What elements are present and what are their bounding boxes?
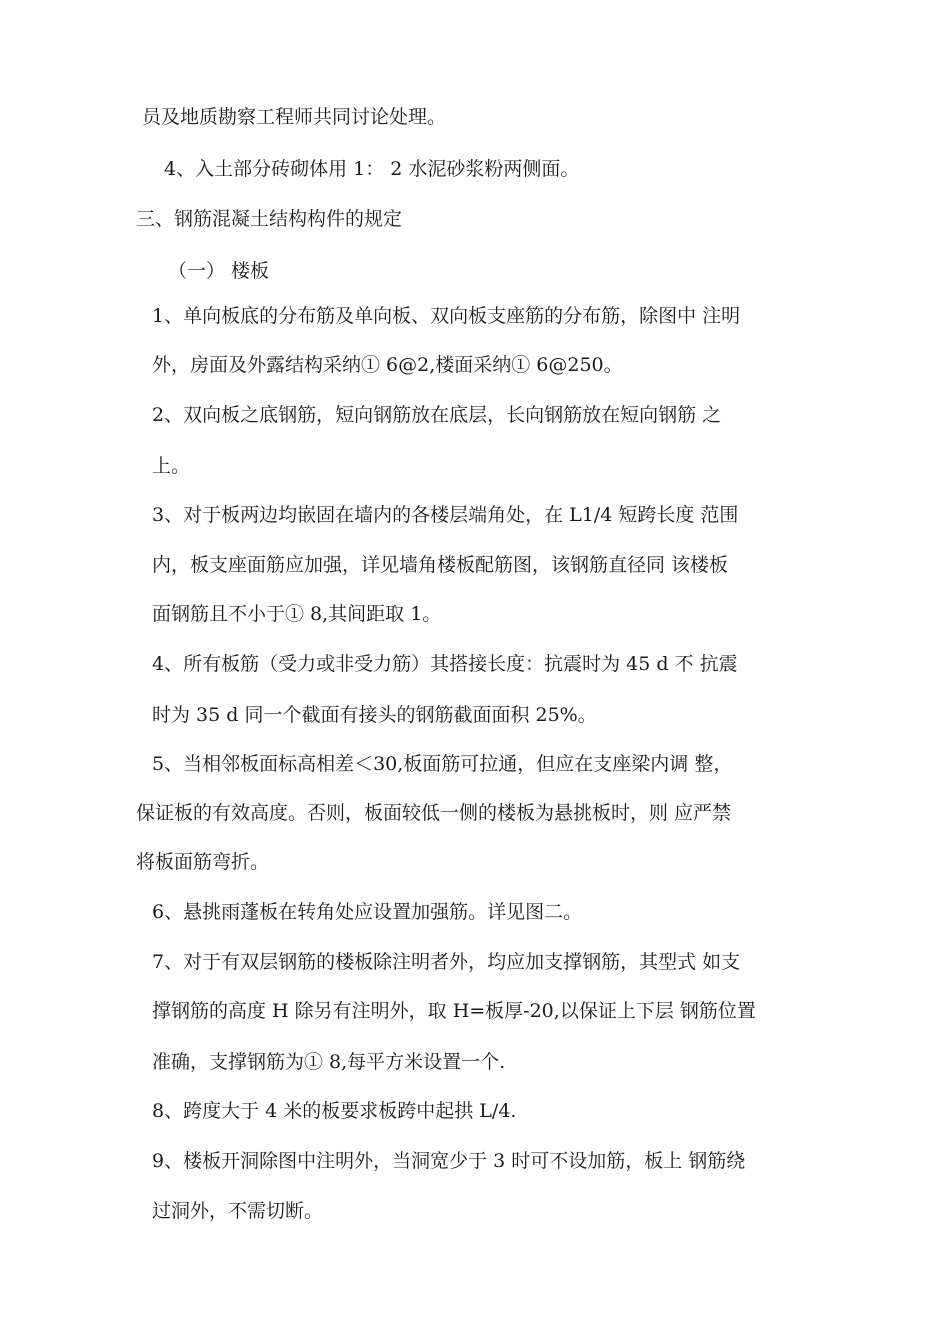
text-line: 保证板的有效高度。否则，板面较低一侧的楼板为悬挑板时，则 应严禁 — [136, 802, 732, 824]
subsection-heading: （一） 楼板 — [168, 260, 270, 282]
text-line: 2、双向板之底钢筋，短向钢筋放在底层，长向钢筋放在短向钢筋 之 — [152, 404, 722, 426]
text-line: 内，板支座面筋应加强，详见墙角楼板配筋图，该钢筋直径同 该楼板 — [152, 554, 729, 576]
text-line: 5、当相邻板面标高相差＜30,板面筋可拉通，但应在支座梁内调 整， — [152, 753, 733, 775]
text-line: 4、入土部分砖砌体用 1： 2 水泥砂浆粉两侧面。 — [164, 158, 580, 180]
text-line: 员及地质勘察工程师共同讨论处理。 — [142, 106, 447, 128]
text-line: 8、跨度大于 4 米的板要求板跨中起拱 L/4. — [152, 1100, 517, 1122]
text-line: 时为 35 d 同一个截面有接头的钢筋截面面积 25%。 — [152, 704, 597, 726]
text-line: 4、所有板筋（受力或非受力筋）其搭接长度：抗震时为 45 d 不 抗震 — [152, 653, 738, 675]
text-line: 3、对于板两边均嵌固在墙内的各楼层端角处，在 L1/4 短跨长度 范围 — [152, 504, 739, 526]
text-line: 面钢筋且不小于① 8,其间距取 1。 — [152, 603, 442, 625]
text-line: 6、悬挑雨蓬板在转角处应设置加强筋。详见图二。 — [152, 901, 583, 923]
text-line: 1、单向板底的分布筋及单向板、双向板支座筋的分布筋，除图中 注明 — [152, 305, 741, 327]
text-line: 上。 — [152, 455, 191, 477]
text-line: 9、楼板开洞除图中注明外，当洞宽少于 3 时可不设加筋，板上 钢筋绕 — [152, 1150, 746, 1172]
section-heading: 三、钢筋混凝土结构构件的规定 — [136, 208, 403, 230]
text-line: 外，房面及外露结构采纳① 6@2,楼面采纳① 6@250。 — [152, 354, 623, 376]
text-line: 7、对于有双层钢筋的楼板除注明者外，均应加支撑钢筋，其型式 如支 — [152, 951, 741, 973]
text-line: 撑钢筋的高度 H 除另有注明外，取 H=板厚-20,以保证上下层 钢筋位置 — [152, 1000, 756, 1022]
text-line: 将板面筋弯折。 — [136, 851, 270, 873]
text-line: 准确，支撑钢筋为① 8,每平方米设置一个. — [152, 1051, 506, 1073]
text-line: 过洞外，不需切断。 — [152, 1200, 324, 1222]
